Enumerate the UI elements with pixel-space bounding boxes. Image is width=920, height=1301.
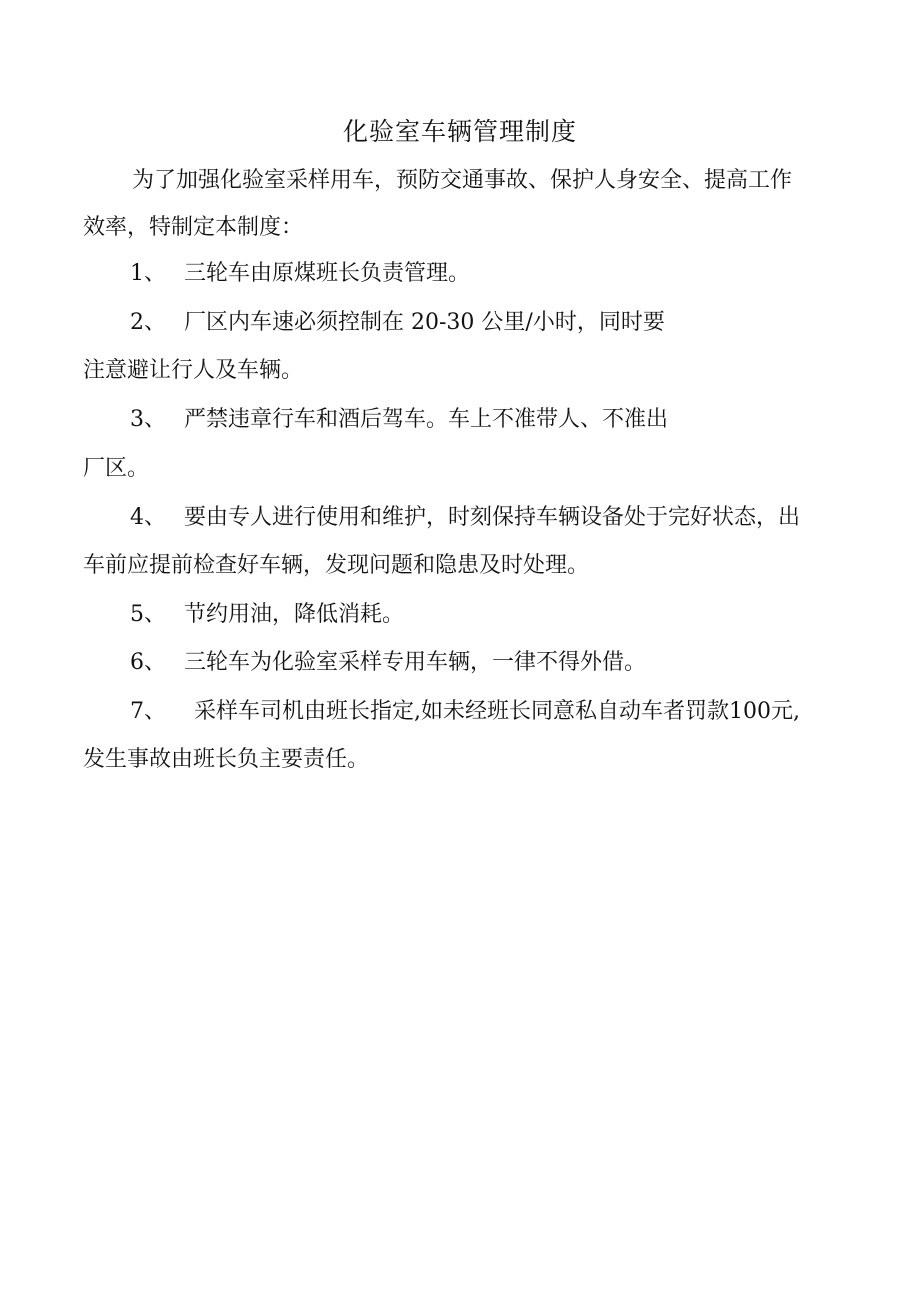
- item-3-number: 3、: [130, 407, 166, 432]
- item-2-continuation: 注意避让行人及车辆。: [83, 358, 304, 383]
- item-7-continuation: 发生事故由班长负主要责任。: [83, 747, 370, 772]
- document-title: 化验室车辆管理制度: [342, 117, 577, 146]
- item-7-number: 7、: [130, 699, 166, 724]
- intro-line-1: 为了加强化验室采样用车，预防交通事故、保护人身安全、提高工作: [132, 168, 793, 193]
- item-5-number: 5、: [130, 602, 166, 627]
- item-7-text: 采样车司机由班长指定,如未经班长同意私自动车者罚款100元,: [194, 699, 800, 724]
- item-3-text: 严禁违章行车和酒后驾车。车上不准带人、不准出: [184, 407, 669, 432]
- item-1-text: 三轮车由原煤班长负责管理。: [184, 261, 471, 286]
- item-5-text: 节约用油，降低消耗。: [184, 602, 405, 627]
- item-1-number: 1、: [130, 261, 166, 286]
- item-4-continuation: 车前应提前检查好车辆，发现问题和隐患及时处理。: [83, 553, 590, 578]
- item-4-text: 要由专人进行使用和维护，时刻保持车辆设备处于完好状态，出: [184, 505, 801, 530]
- item-6-text: 三轮车为化验室采样专用车辆，一律不得外借。: [184, 650, 647, 675]
- intro-line-2: 效率，特制定本制度：: [83, 215, 304, 240]
- item-6-number: 6、: [130, 650, 166, 675]
- item-2-number: 2、: [130, 310, 166, 335]
- item-2-text: 厂区内车速必须控制在 20-30 公里/小时，同时要: [184, 310, 665, 335]
- item-3-continuation: 厂区。: [83, 456, 150, 481]
- item-4-number: 4、: [130, 505, 166, 530]
